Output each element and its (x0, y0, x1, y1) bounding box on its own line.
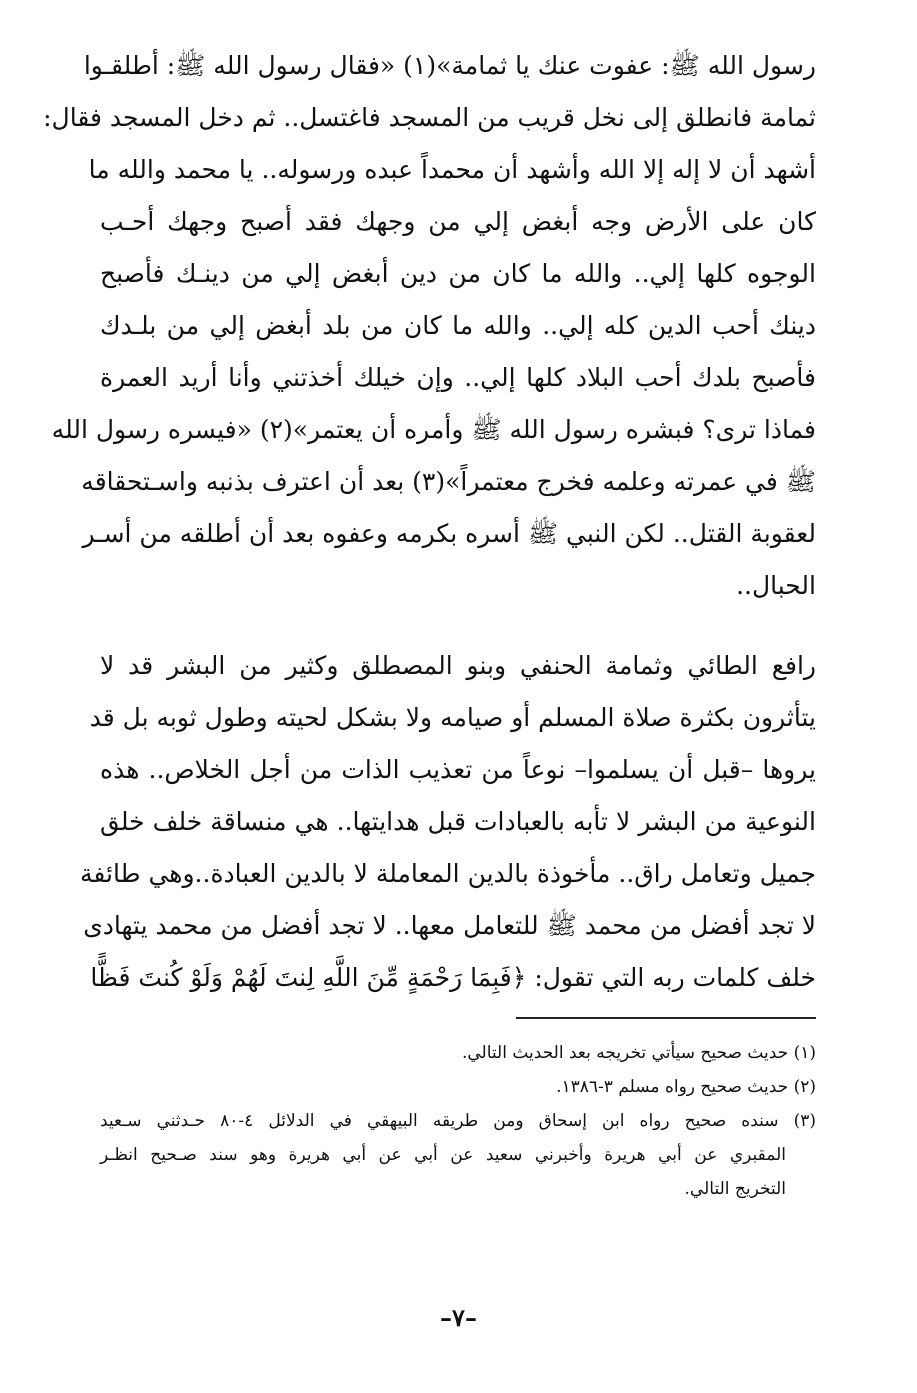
text-line: رسول الله ﷺ: عفوت عنك يا ثمامة»(١) «فقال رسول الله ﷺ: أطلقـوا (83, 51, 816, 80)
page-body (43, 40, 816, 1004)
text-line: يروها –قبل أن يسلموا– نوعاً من تعذيب الذات من أجل الخلاص.. هذه (100, 755, 816, 784)
text-line: فماذا ترى؟ فبشره رسول الله ﷺ وأمره أن يعتمر»(٢) «فيسره رسول الله (51, 415, 816, 444)
footnote-2: (٢) حديث صحيح رواه مسلم ٣-١٣٨٦. (556, 1077, 816, 1097)
page-number: –٧– (440, 1303, 477, 1332)
text-line: النوعية من البشر لا تأبه بالعبادات قبل هدايتها.. هي منساقة خلف خلق (100, 807, 816, 836)
text-line: رافع الطائي وثمامة الحنفي وبنو المصطلق وكثير من البشر قد لا (100, 651, 816, 680)
text-line: جميل وتعامل راق.. مأخوذة بالدين المعاملة لا بالدين العبادة..وهي طائفة (79, 859, 816, 888)
text-line: الوجوه كلها إلي.. والله ما كان من دين أبغض إلي من دينـك فأصبح (100, 259, 816, 288)
text-line: الحبال.. (736, 571, 816, 600)
text-line: لعقوبة القتل.. لكن النبي ﷺ أسره بكرمه وعفوه بعد أن أطلقه من أسـر (82, 519, 816, 548)
paragraph-1 (43, 40, 816, 612)
paragraph-2 (79, 640, 816, 1004)
footnote-1: (١) حديث صحيح سيأتي تخريجه بعد الحديث التالي. (461, 1043, 816, 1063)
footnotes (100, 1036, 816, 1206)
text-line: أشهد أن لا إله إلا الله وأشهد أن محمداً عبده ورسوله.. يا محمد والله ما (88, 155, 816, 184)
text-line: لا تجد أفضل من محمد ﷺ للتعامل معها.. لا تجد أفضل من محمد يتهادى (83, 911, 816, 940)
footnote-3-continuation: المقبري عن أبي هريرة وأخبرني سعيد عن أبي عن أبي هريرة وهو سند صـحيح انظـر (100, 1145, 786, 1165)
text-line: خلف كلمات ربه التي تقول: ﴿فَبِمَا رَحْمَةٍ مِّنَ اللَّهِ لِنتَ لَهُمْ وَلَوْ كُنتَ فَظًّا (90, 963, 816, 992)
text-line: دينك أحب الدين كله إلي.. والله ما كان من بلد أبغض إلي من بلـدك (100, 311, 816, 340)
paragraph-gap (100, 612, 816, 640)
footnote-3: (٣) سنده صحيح رواه ابن إسحاق ومن طريقه البيهقي في الدلائل ٤-٨٠ حـدثني سـعيد (100, 1111, 816, 1131)
text-line: كان على الأرض وجه أبغض إلي من وجهك فقد أصبح وجهك أحـب (100, 207, 816, 236)
footnote-separator (516, 1017, 816, 1019)
text-line: فأصبح بلدك أحب البلاد كلها إلي.. وإن خيلك أخذتني وأنا أريد العمرة (100, 363, 816, 392)
text-line: ﷺ في عمرته وعلمه فخرج معتمراً»(٣) بعد أن اعترف بذنبه واسـتحقاقه (81, 467, 816, 496)
text-line: يتأثرون بكثرة صلاة المسلم أو صيامه ولا بشكل لحيته وطول ثوبه بل قد (89, 703, 816, 732)
footnote-3-continuation: التخريج التالي. (684, 1179, 786, 1199)
text-line: ثمامة فانطلق إلى نخل قريب من المسجد فاغتسل.. ثم دخل المسجد فقال: (43, 103, 816, 132)
